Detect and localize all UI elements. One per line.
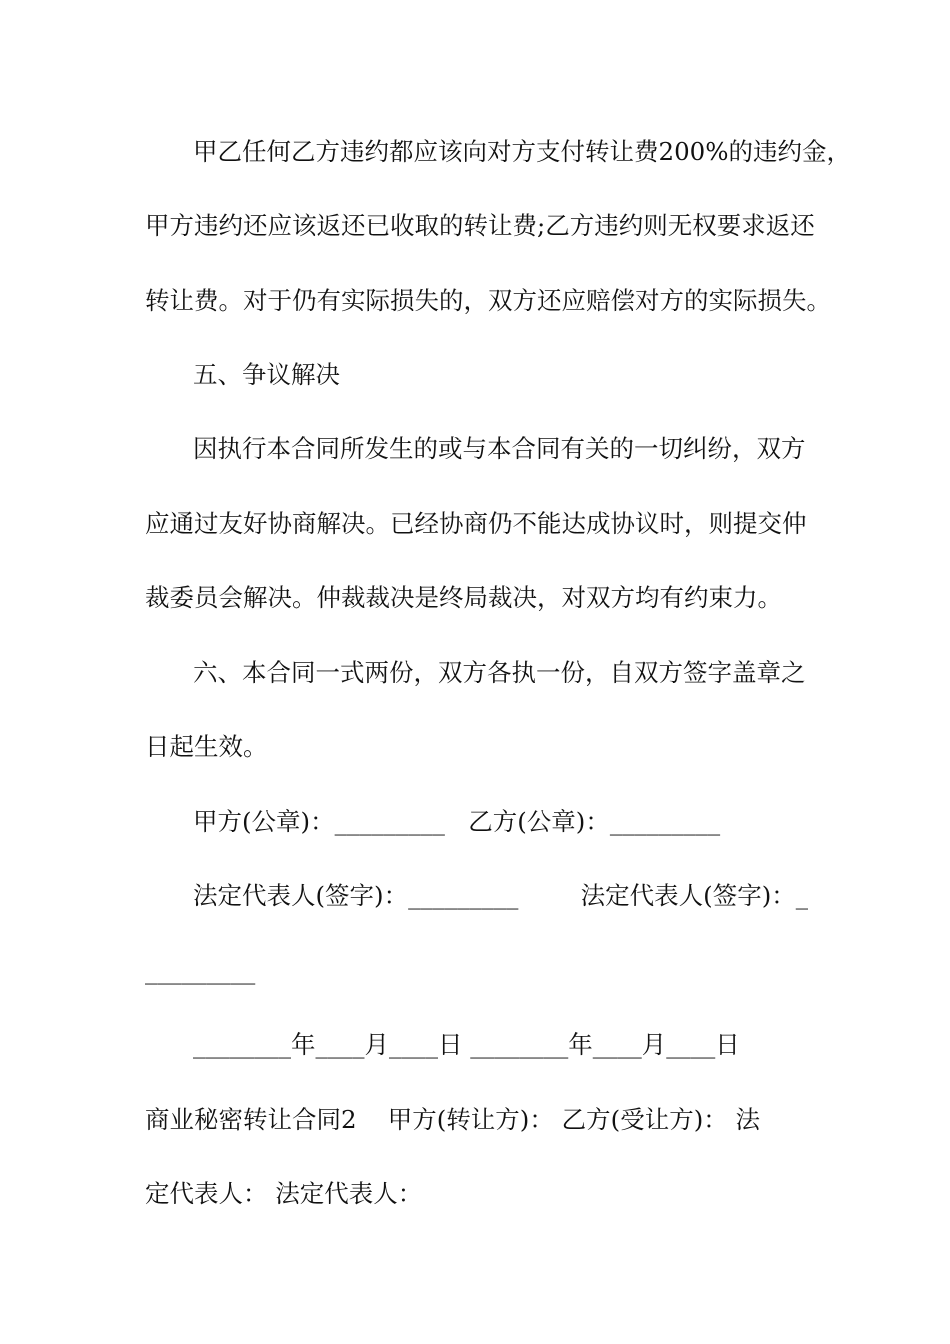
paragraph-line-penalty-1: 甲乙任何乙方违约都应该向对方支付转让费200%的违约金， — [193, 137, 852, 166]
paragraph-line-dispute-3: 裁委员会解决。仲裁裁决是终局裁决，对双方均有约束力。 — [145, 583, 782, 612]
date-line: ________年____月____日 ________年____月____日 — [193, 1030, 740, 1059]
next-contract-title-line: 商业秘密转让合同2 甲方(转让方)： 乙方(受让方)： 法 — [145, 1105, 761, 1134]
paragraph-line-dispute-2: 应通过友好协商解决。已经协商仍不能达成协议时，则提交仲 — [145, 509, 807, 538]
paragraph-line-penalty-3: 转让费。对于仍有实际损失的，双方还应赔偿对方的实际损失。 — [145, 286, 831, 315]
next-contract-parties-line: 定代表人： 法定代表人： — [145, 1179, 423, 1208]
signature-line-continued: _________ — [145, 956, 256, 985]
signature-line: 法定代表人(签字)：_________ 法定代表人(签字)：_ — [193, 881, 809, 910]
paragraph-line-copies-1: 六、本合同一式两份，双方各执一份，自双方签字盖章之 — [193, 658, 806, 687]
section-heading-dispute: 五、争议解决 — [193, 360, 340, 389]
paragraph-line-penalty-2: 甲方违约还应该返还已收取的转让费;乙方违约则无权要求返还 — [145, 211, 815, 240]
seal-line: 甲方(公章)：_________ 乙方(公章)：_________ — [193, 807, 721, 836]
paragraph-line-dispute-1: 因执行本合同所发生的或与本合同有关的一切纠纷，双方 — [193, 434, 806, 463]
paragraph-line-copies-2: 日起生效。 — [145, 732, 268, 761]
